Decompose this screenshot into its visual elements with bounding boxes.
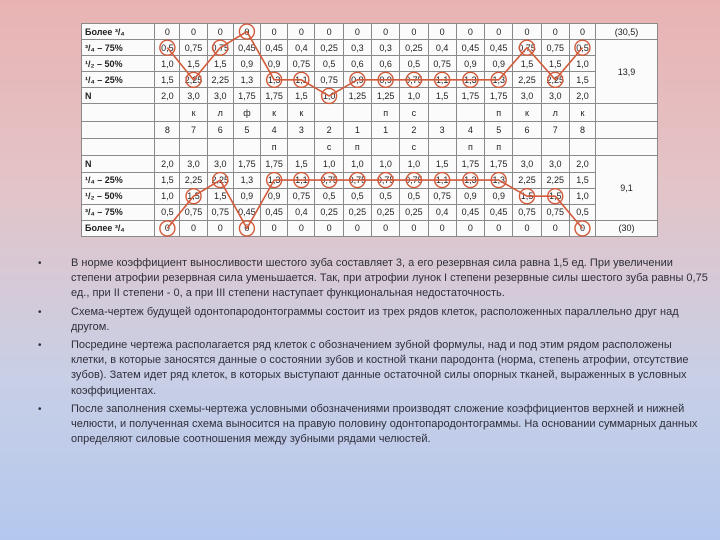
value-cell: 0	[541, 24, 569, 40]
value-cell: 0,75	[400, 72, 428, 88]
tooth-number-cell: 3	[428, 121, 456, 138]
value-cell: 1,3	[485, 172, 513, 188]
value-cell: 1,5	[288, 156, 315, 172]
mark-cell: п	[372, 104, 400, 121]
value-cell: 2,25	[541, 72, 569, 88]
value-cell: 1,0	[343, 156, 371, 172]
value-cell: 1,5	[541, 188, 569, 204]
value-cell: 0	[485, 24, 513, 40]
value-cell: 0,3	[343, 40, 371, 56]
value-cell: 0,75	[372, 172, 400, 188]
tooth-number-cell: 8	[569, 121, 595, 138]
tooth-number-cell: 8	[155, 121, 180, 138]
value-cell: 1,0	[400, 156, 428, 172]
tooth-number-cell: 7	[180, 121, 207, 138]
value-cell: 1,0	[400, 88, 428, 104]
value-cell: 1,5	[513, 188, 541, 204]
value-cell: 0	[428, 220, 456, 236]
value-cell: 1,1	[428, 172, 456, 188]
value-cell: 0,25	[372, 204, 400, 220]
value-cell: 0,75	[428, 188, 456, 204]
value-cell: 0,9	[343, 72, 371, 88]
mark-cell: с	[400, 104, 428, 121]
value-cell: 1,0	[569, 188, 595, 204]
value-cell: 0,75	[180, 40, 207, 56]
value-cell: 0,5	[343, 188, 371, 204]
value-cell: 0,75	[207, 204, 233, 220]
value-cell: 2,25	[513, 72, 541, 88]
value-cell: 0	[233, 24, 260, 40]
value-cell: 1,3	[261, 72, 288, 88]
lower-row-50	[82, 188, 658, 204]
value-cell: 0	[155, 220, 180, 236]
value-cell: 0	[155, 24, 180, 40]
value-cell: 1,75	[456, 156, 484, 172]
value-cell: 0	[569, 24, 595, 40]
value-cell: 0	[207, 220, 233, 236]
value-cell: 0,3	[372, 40, 400, 56]
value-cell: 0	[233, 220, 260, 236]
bullet-item	[38, 338, 708, 399]
value-cell: 1,75	[485, 88, 513, 104]
value-cell: 1,5	[513, 56, 541, 72]
empty-side-cell	[596, 104, 658, 121]
value-cell: 1,75	[233, 156, 260, 172]
tooth-number-cell: 6	[207, 121, 233, 138]
mark-cell	[155, 139, 180, 156]
value-cell: 0	[400, 24, 428, 40]
odontoparodontogram-table	[81, 23, 658, 237]
value-cell: 1,0	[315, 156, 343, 172]
mark-cell: ф	[233, 104, 260, 121]
value-cell: 2,0	[569, 156, 595, 172]
value-cell: 0,75	[400, 172, 428, 188]
bullet-item	[38, 402, 708, 448]
mark-cell: с	[400, 139, 428, 156]
value-cell: 0,9	[261, 56, 288, 72]
side-total-cell: (30)	[596, 220, 658, 236]
value-cell: 0,75	[207, 40, 233, 56]
value-cell: 2,25	[207, 72, 233, 88]
value-cell: 0,75	[541, 40, 569, 56]
tooth-number-cell: 5	[485, 121, 513, 138]
lower-row-75	[82, 204, 658, 220]
mark-cell	[456, 104, 484, 121]
mark-cell	[541, 139, 569, 156]
value-cell: 0,5	[315, 56, 343, 72]
value-cell: 0	[513, 24, 541, 40]
value-cell: 0,75	[513, 204, 541, 220]
value-cell: 0,75	[513, 40, 541, 56]
upper-marks-row	[82, 104, 658, 121]
value-cell: 0,5	[155, 204, 180, 220]
mark-cell: к	[513, 104, 541, 121]
value-cell: 1,0	[372, 156, 400, 172]
mark-cell: п	[485, 104, 513, 121]
value-cell: 0	[456, 220, 484, 236]
row-label: N	[82, 88, 155, 104]
mark-cell: п	[261, 139, 288, 156]
value-cell: 1,3	[485, 72, 513, 88]
value-cell: 1,3	[456, 172, 484, 188]
empty-side-cell	[596, 139, 658, 156]
value-cell: 0,25	[400, 40, 428, 56]
mark-cell	[569, 139, 595, 156]
value-cell: 0,5	[155, 40, 180, 56]
value-cell: 1,1	[428, 72, 456, 88]
value-cell: 0	[343, 220, 371, 236]
tooth-formula-row	[82, 121, 658, 138]
value-cell: 0,5	[372, 188, 400, 204]
row-label: ³/₄ – 75%	[82, 204, 155, 220]
value-cell: 2,0	[155, 88, 180, 104]
mark-cell: л	[207, 104, 233, 121]
mark-cell	[428, 104, 456, 121]
value-cell: 0,9	[485, 56, 513, 72]
value-cell: 0	[180, 24, 207, 40]
value-cell: 1,75	[233, 88, 260, 104]
value-cell: 1,5	[569, 72, 595, 88]
value-cell: 0,5	[569, 204, 595, 220]
value-cell: 3,0	[180, 156, 207, 172]
value-cell: 1,5	[569, 172, 595, 188]
value-cell: 0,4	[428, 204, 456, 220]
value-cell: 1,1	[288, 172, 315, 188]
value-cell: 3,0	[513, 156, 541, 172]
value-cell: 0,75	[541, 204, 569, 220]
tooth-number-cell: 6	[513, 121, 541, 138]
value-cell: 0,6	[343, 56, 371, 72]
mark-cell	[315, 104, 343, 121]
bullet-text: После заполнения схемы-чертежа условными обозначениями производят сложение коэффициентов верхней и нижней челюсти, и полученная схема выносится на правую половину одонтопародонтограммы. На основании суммарных данных определяют силовые соотношения между зубными рядами челюстей.	[71, 402, 698, 446]
tooth-number-cell: 4	[456, 121, 484, 138]
value-cell: 0	[456, 24, 484, 40]
value-cell: 1,5	[428, 88, 456, 104]
row-label: ³/₄ – 75%	[82, 40, 155, 56]
value-cell: 0	[288, 220, 315, 236]
value-cell: 0	[428, 24, 456, 40]
tooth-number-cell: 4	[261, 121, 288, 138]
value-cell: 3,0	[541, 88, 569, 104]
empty-label-cell	[82, 121, 155, 138]
value-cell: 1,3	[456, 72, 484, 88]
value-cell: 0,4	[288, 40, 315, 56]
value-cell: 0,45	[485, 204, 513, 220]
value-cell: 1,5	[207, 56, 233, 72]
value-cell: 0,25	[343, 204, 371, 220]
value-cell: 1,5	[428, 156, 456, 172]
lower-row-norm	[82, 156, 658, 172]
bullet-text: В норме коэффициент выносливости шестого зуба составляет 3, а его резервная сила равна 1,5 ед. При увеличении степени атрофии резервная сила уменьшается. Так, при атрофии лунок I степени резервные силы шестого зуба равны 0,75 ед., при II степени - 0, а при III степени наступает функциональная недостаточность.	[71, 257, 708, 300]
mark-cell	[428, 139, 456, 156]
value-cell: 0,45	[456, 204, 484, 220]
value-cell: 2,0	[569, 88, 595, 104]
value-cell: 1,0	[569, 56, 595, 72]
value-cell: 0	[343, 24, 371, 40]
value-cell: 0,9	[456, 56, 484, 72]
value-cell: 1,5	[541, 56, 569, 72]
empty-label-cell	[82, 104, 155, 121]
mark-cell: п	[485, 139, 513, 156]
tooth-number-cell: 2	[400, 121, 428, 138]
bullet-item	[38, 305, 708, 335]
value-cell: 0,6	[372, 56, 400, 72]
value-cell: 0,45	[233, 204, 260, 220]
value-cell: 0,45	[261, 204, 288, 220]
empty-side-cell	[596, 121, 658, 138]
bullet-icon: •	[38, 258, 42, 269]
bullet-item	[38, 256, 708, 302]
value-cell: 1,3	[233, 72, 260, 88]
value-cell: 0,45	[485, 40, 513, 56]
mark-cell	[513, 139, 541, 156]
value-cell: 0	[372, 220, 400, 236]
value-cell: 1,0	[155, 56, 180, 72]
bullet-icon: •	[38, 306, 42, 318]
mark-cell: п	[343, 139, 371, 156]
value-cell: 0,5	[569, 40, 595, 56]
value-cell: 1,75	[261, 88, 288, 104]
table-body	[82, 24, 658, 237]
value-cell: 0	[207, 24, 233, 40]
empty-label-cell	[82, 139, 155, 156]
value-cell: 0	[315, 220, 343, 236]
mark-cell	[372, 139, 400, 156]
value-cell: 0	[513, 220, 541, 236]
value-cell: 0,25	[400, 204, 428, 220]
value-cell: 3,0	[180, 88, 207, 104]
tooth-number-cell: 2	[315, 121, 343, 138]
side-total-cell: 13,9	[596, 40, 658, 104]
bullet-icon: •	[38, 403, 42, 415]
mark-cell	[343, 104, 371, 121]
value-cell: 0	[485, 220, 513, 236]
side-total-cell: 9,1	[596, 156, 658, 220]
value-cell: 0,9	[261, 188, 288, 204]
mark-cell: к	[569, 104, 595, 121]
value-cell: 2,25	[180, 172, 207, 188]
mark-cell: п	[456, 139, 484, 156]
value-cell: 0	[288, 24, 315, 40]
value-cell: 0,9	[233, 56, 260, 72]
value-cell: 0,45	[456, 40, 484, 56]
upper-row-norm	[82, 88, 658, 104]
mark-cell	[207, 139, 233, 156]
upper-row-50	[82, 56, 658, 72]
value-cell: 0	[569, 220, 595, 236]
row-label: Более ³/₄	[82, 220, 155, 236]
value-cell: 1,5	[288, 88, 315, 104]
mark-cell: к	[261, 104, 288, 121]
side-total-cell: (30,5)	[596, 24, 658, 40]
mark-cell: с	[315, 139, 343, 156]
value-cell: 1,75	[485, 156, 513, 172]
tooth-number-cell: 3	[288, 121, 315, 138]
value-cell: 0	[541, 220, 569, 236]
value-cell: 1,0	[315, 88, 343, 104]
value-cell: 0,4	[288, 204, 315, 220]
row-label: ¹/₂ – 50%	[82, 56, 155, 72]
value-cell: 0,75	[428, 56, 456, 72]
value-cell: 1,1	[288, 72, 315, 88]
tooth-number-cell: 1	[343, 121, 371, 138]
value-cell: 0	[180, 220, 207, 236]
value-cell: 0,75	[288, 56, 315, 72]
value-cell: 1,75	[261, 156, 288, 172]
value-cell: 0,5	[400, 56, 428, 72]
value-cell: 0,9	[233, 188, 260, 204]
mark-cell	[288, 139, 315, 156]
value-cell: 0	[261, 220, 288, 236]
value-cell: 2,25	[513, 172, 541, 188]
row-label: N	[82, 156, 155, 172]
value-cell: 3,0	[541, 156, 569, 172]
value-cell: 1,75	[456, 88, 484, 104]
value-cell: 1,5	[180, 188, 207, 204]
value-cell: 0,75	[315, 72, 343, 88]
value-cell: 1,3	[233, 172, 260, 188]
value-cell: 2,25	[207, 172, 233, 188]
upper-row-25	[82, 72, 658, 88]
value-cell: 0,4	[428, 40, 456, 56]
value-cell: 0,9	[485, 188, 513, 204]
upper-row-over-75	[82, 24, 658, 40]
value-cell: 0,75	[315, 172, 343, 188]
value-cell: 1,5	[207, 188, 233, 204]
value-cell: 1,5	[155, 172, 180, 188]
explanation-bullet-list	[38, 256, 708, 450]
value-cell: 0,5	[400, 188, 428, 204]
lower-row-25	[82, 172, 658, 188]
value-cell: 0	[261, 24, 288, 40]
value-cell: 0,75	[343, 172, 371, 188]
upper-row-75	[82, 40, 658, 56]
bullet-icon: •	[38, 340, 42, 352]
row-label: ¹/₄ – 25%	[82, 72, 155, 88]
mark-cell: л	[541, 104, 569, 121]
mark-cell	[233, 139, 260, 156]
value-cell: 2,25	[541, 172, 569, 188]
value-cell: 0,25	[315, 40, 343, 56]
mark-cell	[155, 104, 180, 121]
bullet-text: Схема-чертеж будущей одонтопародонтограммы состоит из трех рядов клеток, расположенных параллельно друг над другом.	[71, 305, 679, 333]
value-cell: 0,25	[315, 204, 343, 220]
value-cell: 0,9	[372, 72, 400, 88]
lower-row-over-75	[82, 220, 658, 236]
row-label: ¹/₂ – 50%	[82, 188, 155, 204]
tooth-number-cell: 5	[233, 121, 260, 138]
value-cell: 3,0	[513, 88, 541, 104]
value-cell: 0,75	[288, 188, 315, 204]
value-cell: 0,45	[261, 40, 288, 56]
bullet-text: Посредине чертежа располагается ряд клеток с обозначением зубной формулы, над и под этим рядом расположены клетки, в которые заносятся данные о состоянии зубов и костной ткани пародонта (норма, степень атрофии, отсутствие зубов). Затем идет ряд клеток, в которых выступают данные остаточной силы опорных тканей, выраженных в условных коэффициентах.	[71, 339, 689, 397]
mark-cell	[180, 139, 207, 156]
mark-cell: к	[288, 104, 315, 121]
odontoparodontogram-chart	[81, 23, 658, 237]
value-cell: 0,75	[180, 204, 207, 220]
value-cell: 1,0	[155, 188, 180, 204]
tooth-number-cell: 7	[541, 121, 569, 138]
value-cell: 2,25	[180, 72, 207, 88]
value-cell: 0	[372, 24, 400, 40]
value-cell: 0	[400, 220, 428, 236]
value-cell: 1,25	[372, 88, 400, 104]
value-cell: 2,0	[155, 156, 180, 172]
value-cell: 1,5	[180, 56, 207, 72]
value-cell: 0,45	[233, 40, 260, 56]
value-cell: 1,25	[343, 88, 371, 104]
value-cell: 3,0	[207, 88, 233, 104]
value-cell: 0	[315, 24, 343, 40]
value-cell: 1,5	[155, 72, 180, 88]
value-cell: 1,3	[261, 172, 288, 188]
row-label: Более ³/₄	[82, 24, 155, 40]
lower-marks-row	[82, 139, 658, 156]
tooth-number-cell: 1	[372, 121, 400, 138]
mark-cell: к	[180, 104, 207, 121]
value-cell: 0,5	[315, 188, 343, 204]
row-label: ¹/₄ – 25%	[82, 172, 155, 188]
value-cell: 3,0	[207, 156, 233, 172]
value-cell: 0,9	[456, 188, 484, 204]
